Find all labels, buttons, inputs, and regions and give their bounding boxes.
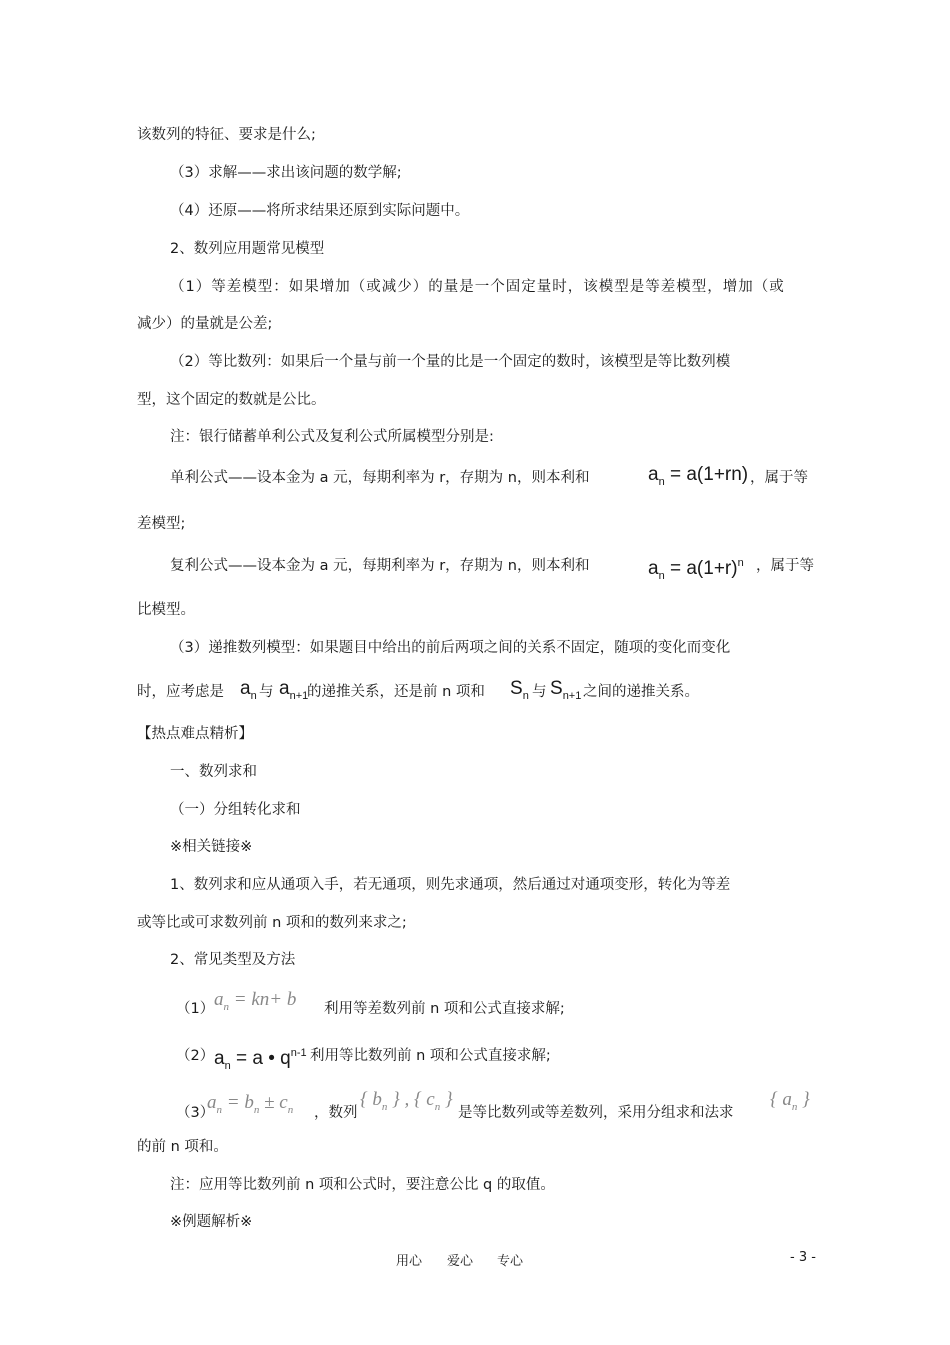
term-an-plus-1: $a_{n+1}$ bbox=[279, 678, 309, 702]
text-line: 减少）的量就是公差; bbox=[137, 316, 273, 332]
text-line: ，属于等 bbox=[750, 470, 808, 486]
section-heading: （一）分组转化求和 bbox=[170, 802, 301, 818]
text-line: 复利公式——设本金为 a 元，每期利率为 r，存期为 n，则本利和 bbox=[170, 558, 590, 574]
text-line: 注：银行储蓄单利公式及复利公式所属模型分别是: bbox=[170, 429, 494, 445]
section-heading: 2、常见类型及方法 bbox=[170, 952, 296, 968]
text-line: （1） bbox=[176, 1001, 215, 1017]
simple-interest-formula: $a_n = a(1+rn)$ bbox=[648, 464, 749, 488]
text-line: （4）还原——将所求结果还原到实际问题中。 bbox=[170, 203, 470, 219]
compound-interest-formula: $a_n = a(1+r)^n$ bbox=[648, 557, 744, 582]
text-line: （2）等比数列：如果后一个量与前一个量的比是一个固定的数时，该模型是等比数列模 bbox=[170, 354, 731, 370]
text-line: 注：应用等比数列前 n 项和公式时，要注意公比 q 的取值。 bbox=[170, 1177, 555, 1193]
text-line: 型，这个固定的数就是公比。 bbox=[137, 392, 326, 408]
section-heading: 一、数列求和 bbox=[170, 764, 257, 780]
text-line: 的递推关系，还是前 n 项和 bbox=[307, 684, 485, 700]
text-line: 1、数列求和应从通项入手，若无通项，则先求通项，然后通过对通项变形，转化为等差 bbox=[170, 877, 731, 893]
arithmetic-term-formula: $a_n = kn+ b$ bbox=[214, 989, 297, 1013]
section-heading: ※相关链接※ bbox=[170, 839, 253, 855]
text-line: （3）求解——求出该问题的数学解; bbox=[170, 165, 402, 181]
sequence-a: { $a_n$ } bbox=[770, 1089, 810, 1113]
term-sn: $S_n$ bbox=[510, 678, 529, 702]
text-line: （1）等差模型：如果增加（或减少）的量是一个固定量时，该模型是等差模型，增加（或 bbox=[170, 279, 785, 295]
text-line: 或等比或可求数列前 n 项和的数列来求之; bbox=[137, 915, 407, 931]
grouped-term-formula: $a_n = b_n \pm c_n$ bbox=[207, 1092, 294, 1116]
page-number: - 3 - bbox=[790, 1250, 816, 1265]
section-heading: 2、数列应用题常见模型 bbox=[170, 241, 325, 257]
text-line: 的前 n 项和。 bbox=[137, 1139, 228, 1155]
text-line: 利用等比数列前 n 项和公式直接求解; bbox=[310, 1048, 551, 1064]
text-line: 与 bbox=[259, 684, 274, 700]
text-line: 之间的递推关系。 bbox=[583, 684, 699, 700]
text-line: 与 bbox=[532, 684, 547, 700]
text-line: （3）递推数列模型：如果题目中给出的前后两项之间的关系不固定，随项的变化而变化 bbox=[170, 640, 731, 656]
text-line: ，数列 bbox=[314, 1105, 358, 1121]
text-line: （3） bbox=[176, 1105, 215, 1121]
section-heading: 【热点难点精析】 bbox=[137, 726, 253, 742]
geometric-term-formula: $a_n = a$ • $q^{n-1}$ bbox=[214, 1047, 307, 1072]
text-line: 单利公式——设本金为 a 元，每期利率为 r，存期为 n，则本利和 bbox=[170, 470, 590, 486]
term-sn-plus-1: $S_{n+1}$ bbox=[550, 678, 582, 702]
text-line: 利用等差数列前 n 项和公式直接求解; bbox=[324, 1001, 565, 1017]
section-heading: ※例题解析※ bbox=[170, 1214, 253, 1230]
footer-motto-3: 专心 bbox=[497, 1254, 524, 1269]
text-line: ，属于等 bbox=[756, 558, 814, 574]
term-an: $a_n$ bbox=[240, 678, 257, 702]
text-line: 该数列的特征、要求是什么; bbox=[137, 127, 316, 143]
text-line: 比模型。 bbox=[137, 602, 195, 618]
text-line: 时，应考虑是 bbox=[137, 684, 224, 700]
sequences-b-c: { $b_n$ } , { $c_n$ } bbox=[360, 1089, 453, 1113]
text-line: 是等比数列或等差数列，采用分组求和法求 bbox=[458, 1105, 734, 1121]
text-line: 差模型; bbox=[137, 516, 186, 532]
text-line: （2） bbox=[176, 1048, 215, 1064]
footer-motto-1: 用心 bbox=[396, 1254, 423, 1269]
footer-motto-2: 爱心 bbox=[447, 1254, 474, 1269]
